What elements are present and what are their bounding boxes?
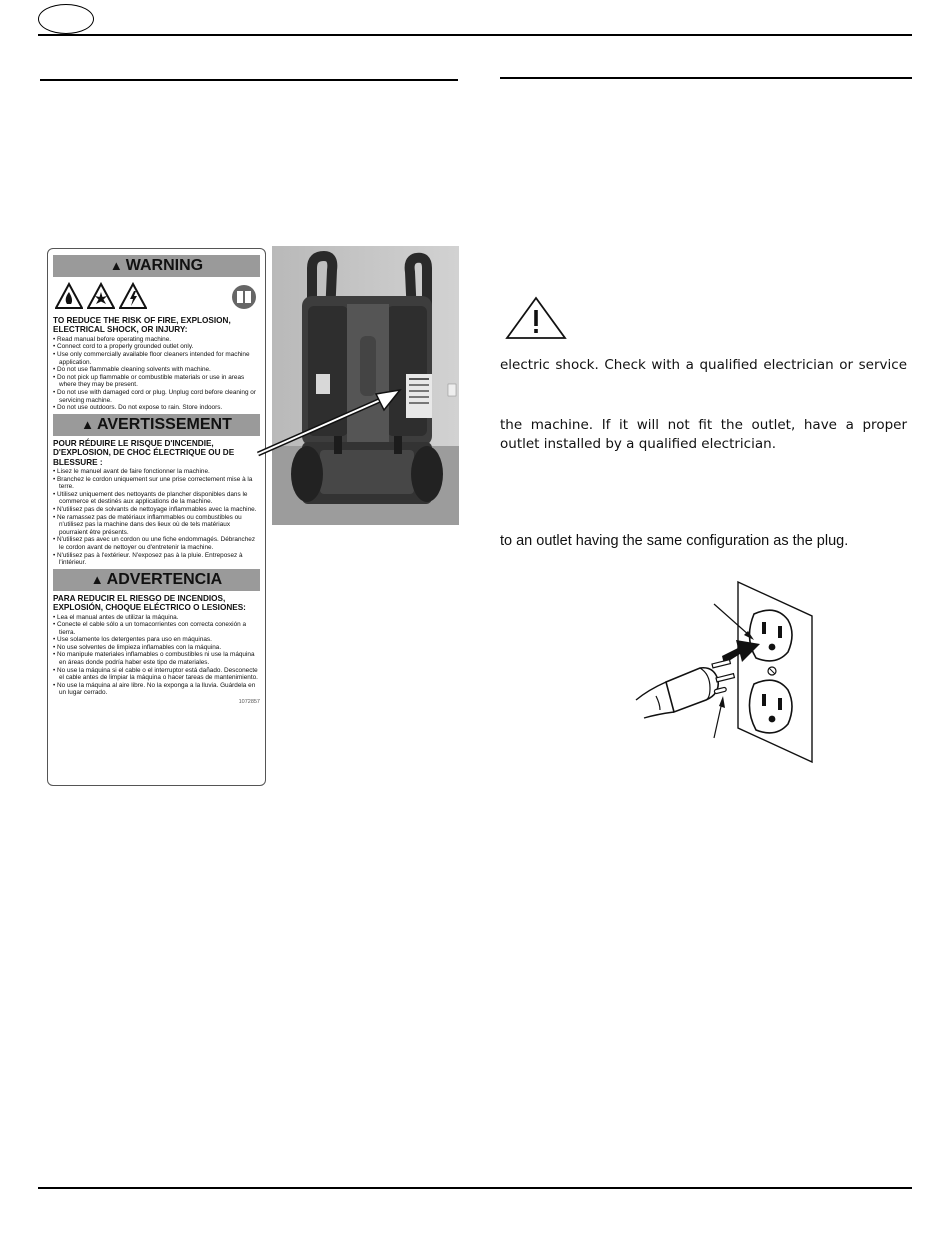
list-item: • No use solventes de limpieza inflamables con la máquina. bbox=[53, 644, 260, 652]
warning-title: WARNING bbox=[125, 257, 204, 274]
list-item: • Do not use flammable cleaning solvents with machine. bbox=[53, 366, 260, 374]
warning-triangle-icon: ▲ bbox=[109, 258, 123, 273]
french-heading: POUR RÉDUIRE LE RISQUE D'INCENDIE, D'EXPLOSION, DE CHOC ÉLECTRIQUE OU DE BLESSURE : bbox=[53, 438, 235, 467]
caution-triangle-icon bbox=[505, 296, 567, 340]
list-item: • Do not pick up flammable or combustible materials or use in areas where they may be present. bbox=[53, 374, 260, 389]
fire-hazard-icon bbox=[55, 282, 83, 310]
list-item: • Do not use outdoors. Do not expose to rain. Store indoors. bbox=[53, 404, 260, 412]
list-item: • N'utilisez pas avec un cordon ou une fiche endommagés. Débranchez le cordon avant de nettoyer ou d'entretenir la machine. bbox=[53, 536, 260, 551]
explosion-hazard-icon bbox=[87, 282, 115, 310]
warning-heading: TO REDUCE THE RISK OF FIRE, EXPLOSION, ELECTRICAL SHOCK, OR INJURY: bbox=[53, 316, 231, 335]
hazard-icons bbox=[53, 280, 260, 314]
spanish-list bbox=[53, 614, 260, 698]
list-item: • Lisez le manuel avant de faire fonctionner la machine. bbox=[53, 468, 260, 476]
french-title: AVERTISSEMENT bbox=[97, 415, 232, 433]
warning-triangle-icon: ▲ bbox=[81, 416, 95, 432]
label-part-code: 1072857 bbox=[238, 699, 260, 706]
list-item: • Branchez le cordon uniquement sur une prise correctement mise à la terre. bbox=[53, 476, 260, 491]
list-item: • Read manual before operating machine. bbox=[53, 336, 260, 344]
label-location-arrow bbox=[250, 380, 410, 460]
warning-title-bar bbox=[53, 255, 260, 277]
warning-list bbox=[53, 336, 260, 412]
french-title-bar bbox=[53, 414, 260, 436]
language-indicator bbox=[38, 4, 94, 34]
french-list bbox=[53, 468, 260, 567]
header-rule bbox=[38, 34, 912, 36]
list-item: • No manipule materiales inflamables o combustibles ni use la máquina en áreas donde podría haber este tipo de materiales. bbox=[53, 651, 260, 666]
warning-triangle-icon: ▲ bbox=[90, 571, 104, 587]
list-item: • Connect cord to a properly grounded outlet only. bbox=[53, 343, 260, 351]
list-item: • Use solamente los detergentes para uso en máquinas. bbox=[53, 636, 260, 644]
right-section-rule bbox=[500, 77, 912, 79]
list-item: • Do not use with damaged cord or plug. Unplug cord before cleaning or servicing machine. bbox=[53, 389, 260, 404]
read-manual-icon bbox=[231, 284, 257, 310]
text-line-outlet-configuration: to an outlet having the same configuration as the plug. bbox=[500, 533, 849, 549]
list-item: • No use la máquina si el cable o el interruptor está dañado. Desconecte el cable antes de limpiar la máquina o hacer tareas de mantenimiento. bbox=[53, 667, 260, 682]
text-line-qualified-electrician: outlet installed by a qualified electrician. bbox=[500, 436, 776, 452]
grounded-outlet-diagram bbox=[626, 578, 816, 768]
list-item: • Use only commercially available floor cleaners intended for machine application. bbox=[53, 351, 260, 366]
left-section-rule bbox=[40, 79, 458, 81]
text-line-machine-outlet: the machine. If it will not fit the outlet, have a proper bbox=[500, 417, 907, 433]
list-item: • N'utilisez pas de solvants de nettoyage inflammables avec la machine. bbox=[53, 506, 260, 514]
list-item: • Conecte el cable sólo a un tomacorrientes con correcta conexión a tierra. bbox=[53, 621, 260, 636]
footer-rule bbox=[38, 1187, 912, 1189]
electric-shock-hazard-icon bbox=[119, 282, 147, 310]
spanish-title-bar bbox=[53, 569, 260, 591]
spanish-title: ADVERTENCIA bbox=[106, 570, 223, 588]
text-line-electric-shock: electric shock. Check with a qualified electrician or service bbox=[500, 357, 907, 373]
list-item: • No use la máquina al aire libre. No la exponga a la lluvia. Guárdela en un lugar cerrado. bbox=[53, 682, 260, 697]
list-item: • N'utilisez pas à l'extérieur. N'exposez pas à la pluie. Entreposez à l'intérieur. bbox=[53, 552, 260, 567]
warning-label bbox=[47, 248, 266, 786]
spanish-heading: PARA REDUCIR EL RIESGO DE INCENDIOS, EXPLOSIÓN, CHOQUE ELÉCTRICO O LESIONES: bbox=[53, 593, 246, 613]
list-item: • Ne ramassez pas de matériaux inflammables ou combustibles ou n'utilisez pas la machine dans des lieux où de tels matériaux pourraient être présents. bbox=[53, 514, 260, 537]
list-item: • Utilisez uniquement des nettoyants de plancher disponibles dans le commerce et destinés aux applications de la machine. bbox=[53, 491, 260, 506]
list-item: • Lea el manual antes de utilizar la máquina. bbox=[53, 614, 260, 622]
